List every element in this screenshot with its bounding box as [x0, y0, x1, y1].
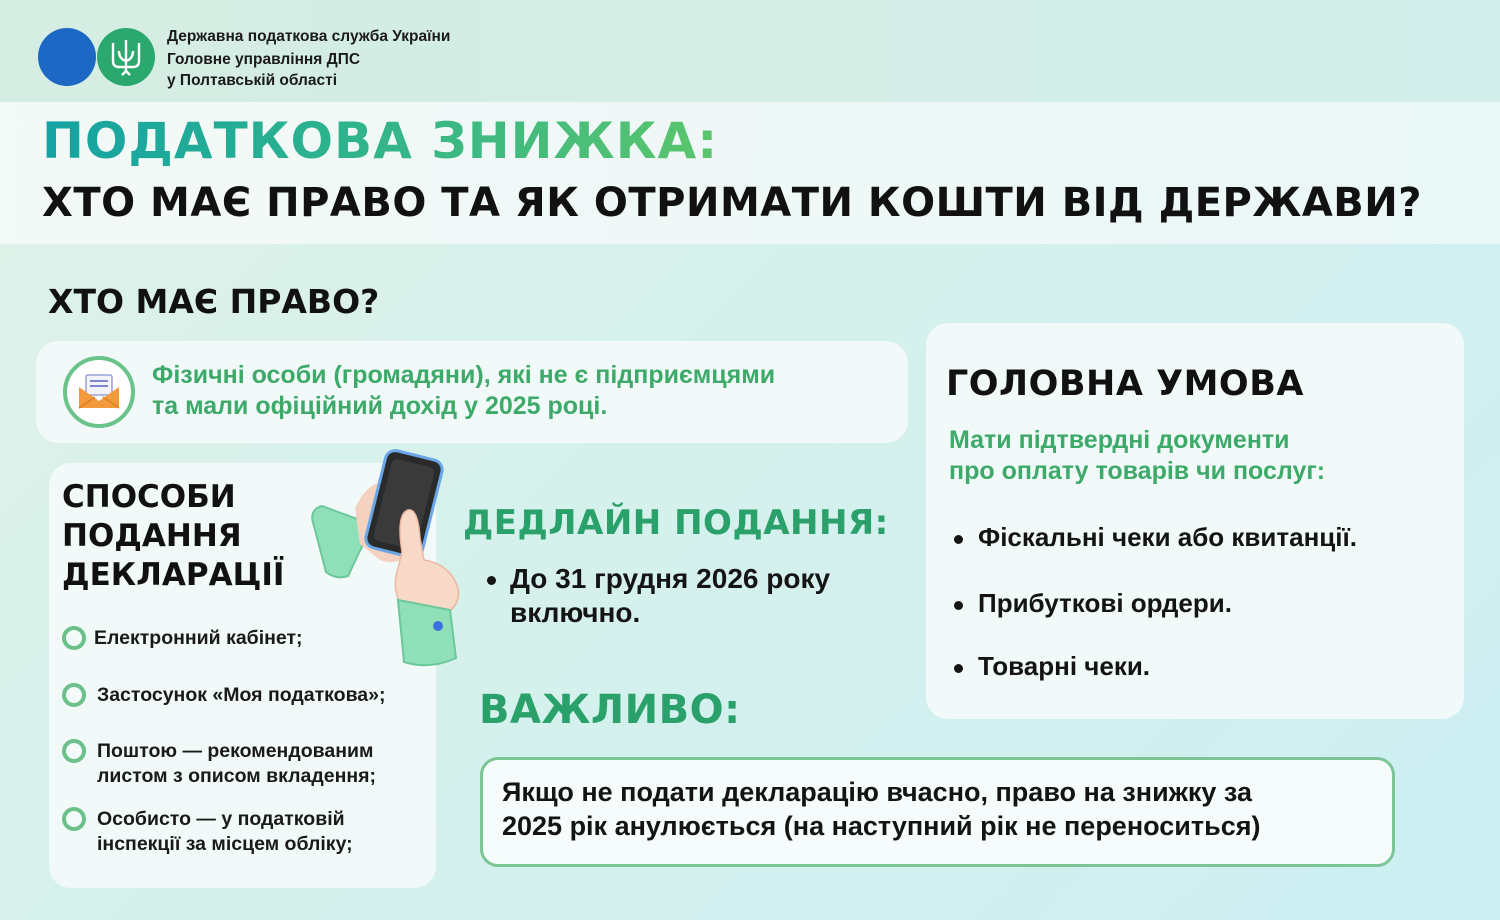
- bullet-dot: [954, 664, 963, 673]
- deadline-line: включно.: [510, 597, 641, 628]
- method-text: Застосунок «Моя податкова»;: [97, 684, 386, 706]
- important-line: 2025 рік анулюється (на наступний рік не переноситься): [502, 811, 1261, 841]
- org-line-1: Державна податкова служба України: [167, 28, 451, 45]
- important-description: [502, 775, 1260, 843]
- condition-item: Фіскальні чеки або квитанції.: [978, 522, 1358, 552]
- who-description: [152, 360, 892, 422]
- org-name: [167, 26, 450, 91]
- bullet-dot: [487, 576, 496, 585]
- dps-logo-trident: [97, 28, 155, 86]
- method-text: Особисто — у податковій: [97, 808, 345, 830]
- dps-logo-blue-circle: [38, 28, 96, 86]
- org-line-2: Головне управління ДПС: [167, 51, 361, 68]
- who-line-1: Фізичні особи (громадяни), які не є підприємцями: [152, 361, 776, 389]
- method-text: листом з описом вкладення;: [97, 765, 377, 787]
- deadline-description: [510, 562, 830, 630]
- envelope-icon-badge: [63, 356, 135, 428]
- bullet-dot: [954, 601, 963, 610]
- method-text: інспекції за місцем обліку;: [97, 833, 353, 855]
- methods-title: [62, 478, 284, 595]
- condition-title: ГОЛОВНА УМОВА: [946, 364, 1304, 404]
- bullet-dot: [954, 535, 963, 544]
- method-text: Поштою — рекомендованим: [97, 740, 374, 762]
- methods-title-line: ПОДАННЯ: [62, 518, 242, 554]
- page-title: ПОДАТКОВА ЗНИЖКА:: [42, 112, 719, 170]
- important-title: ВАЖЛИВО:: [479, 687, 741, 733]
- who-heading: ХТО МАЄ ПРАВО?: [48, 282, 380, 321]
- ring-bullet-icon: [62, 626, 86, 650]
- methods-title-line: СПОСОБИ: [62, 479, 236, 515]
- method-text: Електронний кабінет;: [94, 627, 303, 649]
- deadline-line: До 31 грудня 2026 року: [510, 563, 831, 594]
- condition-item: Прибуткові ордери.: [978, 588, 1232, 618]
- deadline-title: ДЕДЛАЙН ПОДАННЯ:: [463, 503, 889, 543]
- ring-bullet-icon: [62, 683, 86, 707]
- page-subtitle: ХТО МАЄ ПРАВО ТА ЯК ОТРИМАТИ КОШТИ ВІД ДЕРЖАВИ?: [42, 180, 1422, 226]
- ring-bullet-icon: [62, 739, 86, 763]
- org-line-3: у Полтавській області: [167, 72, 338, 89]
- condition-subtitle: [949, 425, 1325, 487]
- ring-bullet-icon: [62, 807, 86, 831]
- condition-sub-line: про оплату товарів чи послуг:: [949, 457, 1326, 485]
- condition-item: Товарні чеки.: [978, 651, 1151, 681]
- envelope-icon: [77, 373, 121, 411]
- who-line-2: та мали офіційний дохід у 2025 році.: [152, 392, 608, 420]
- hand-phone-illustration: [300, 448, 470, 673]
- trident-icon: [109, 37, 143, 77]
- methods-title-line: ДЕКЛАРАЦІЇ: [62, 557, 285, 593]
- condition-sub-line: Мати підтвердні документи: [949, 426, 1290, 454]
- important-line: Якщо не подати декларацію вчасно, право на знижку за: [502, 777, 1252, 807]
